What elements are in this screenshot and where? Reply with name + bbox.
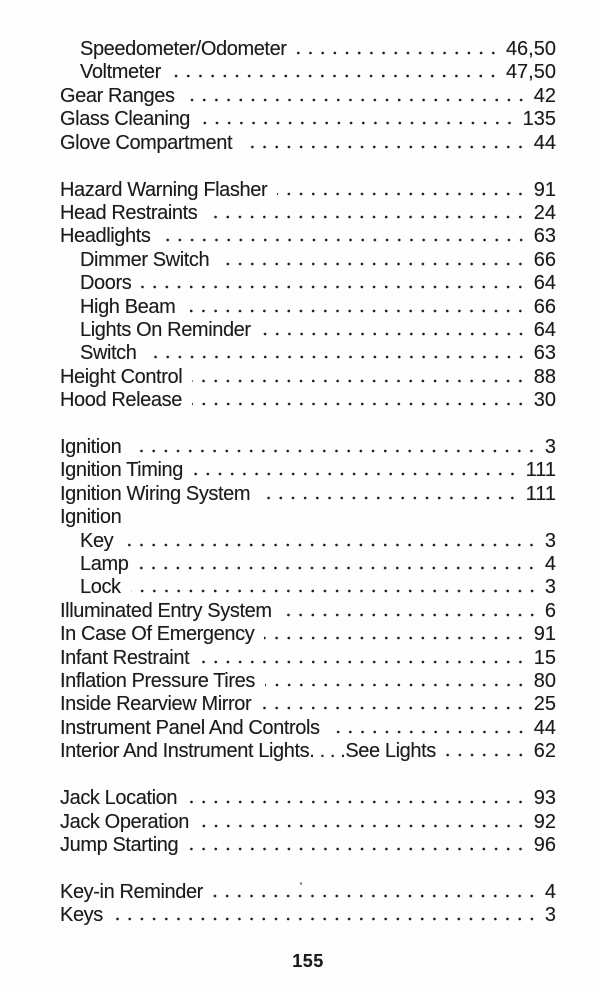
index-entry	[60, 787, 556, 810]
entry-label: Glass Cleaning	[60, 108, 191, 131]
entry-label: Jack Operation	[60, 810, 189, 833]
dot-leader	[193, 472, 519, 476]
entry-page-number: 44	[533, 716, 556, 739]
entry-label: Hazard Warning Flasher	[60, 178, 268, 201]
entry-label: In Case Of Emergency	[60, 623, 255, 646]
entry-label: Inflation Pressure Tires	[60, 669, 255, 692]
dot-leader	[199, 660, 527, 664]
index-entry	[60, 202, 556, 225]
index-entry	[60, 459, 556, 482]
dot-leader	[131, 589, 538, 593]
entry-page-number: 6	[544, 599, 556, 622]
dot-leader	[261, 706, 527, 710]
entry-label: Jump Starting	[60, 833, 179, 856]
index-entry	[60, 366, 556, 389]
index-entry	[60, 249, 556, 272]
index-group	[60, 436, 556, 763]
entry-page-number: 92	[533, 810, 556, 833]
dot-leader	[188, 847, 527, 851]
entry-page-number: 111	[525, 482, 556, 505]
entry-page-number: 91	[533, 178, 556, 201]
entry-page-number: 64	[533, 272, 556, 295]
entry-label: Key	[80, 529, 114, 552]
entry-label: Jack Location	[60, 787, 178, 810]
entry-page-number: 63	[533, 342, 556, 365]
entry-page-number: 111	[525, 459, 556, 482]
entry-page-number: 44	[533, 131, 556, 154]
entry-page-number: 93	[533, 787, 556, 810]
entry-label: Head Restraints	[60, 201, 198, 224]
entry-label: Instrument Panel And Controls	[60, 716, 320, 739]
entry-page-number: 42	[533, 84, 556, 107]
entry-label: Dimmer Switch	[80, 248, 210, 271]
entry-page-number: 3	[544, 436, 556, 459]
dot-leader	[113, 917, 538, 921]
dot-leader	[261, 332, 527, 336]
dot-leader	[187, 800, 527, 804]
entry-label: Switch	[80, 342, 137, 365]
entry-page-number: 88	[533, 365, 556, 388]
dot-leader	[147, 355, 527, 359]
index-entry	[60, 225, 556, 248]
entry-label: Doors	[80, 272, 132, 295]
entry-label: Ignition	[60, 506, 122, 529]
dot-leader	[446, 753, 527, 757]
entry-label: Height Control	[60, 365, 183, 388]
index-entry	[60, 670, 556, 693]
index-entry	[60, 342, 556, 365]
entry-label: Key-in Reminder	[60, 880, 203, 903]
dot-leader	[277, 192, 527, 196]
entry-page-number: 4	[544, 880, 556, 903]
entry-page-number: 3	[544, 529, 556, 552]
index-entry	[60, 506, 556, 529]
index-entry	[60, 436, 556, 459]
index-entry	[60, 811, 556, 834]
index-entry	[60, 623, 556, 646]
index-entry	[60, 272, 556, 295]
entry-label: Illuminated Entry System	[60, 599, 272, 622]
dot-leader	[264, 636, 526, 640]
dot-leader	[199, 824, 527, 828]
entry-label: Lights On Reminder	[80, 318, 251, 341]
entry-label: Gear Ranges	[60, 84, 175, 107]
index-entry	[60, 296, 556, 319]
index-group	[60, 881, 556, 928]
entry-page-number: 66	[533, 248, 556, 271]
scan-speck	[300, 882, 302, 885]
entry-label: Speedometer/Odometer	[80, 38, 287, 60]
entry-label: Lamp	[80, 553, 129, 575]
dot-leader	[200, 121, 516, 125]
index-entry	[60, 38, 556, 61]
dot-leader	[185, 309, 526, 313]
dot-leader	[192, 379, 527, 383]
entry-label: Headlights	[60, 225, 151, 248]
page-footer-number: 155	[292, 950, 324, 971]
entry-page-number: 135	[522, 108, 556, 131]
dot-leader	[131, 449, 538, 453]
entry-label: High Beam	[80, 295, 176, 318]
entry-page-number: 66	[533, 295, 556, 318]
entry-page-number: 4	[544, 553, 556, 575]
index-entry	[60, 647, 556, 670]
entry-page-number: 46,50	[505, 38, 556, 60]
entry-label: Interior And Instrument Lights. . . .See Lights	[60, 740, 436, 763]
entry-page-number: 62	[533, 740, 556, 763]
dot-leader	[330, 730, 527, 734]
index-entry	[60, 61, 556, 84]
entry-label: Ignition	[60, 436, 122, 459]
dot-leader	[242, 145, 527, 149]
entry-label: Keys	[60, 904, 103, 927]
dot-leader	[192, 402, 527, 406]
index-entry	[60, 740, 556, 763]
dot-leader	[260, 496, 518, 500]
index-entry	[60, 132, 556, 155]
index-group	[60, 38, 556, 155]
entry-label: Glove Compartment	[60, 131, 233, 154]
entry-page-number: 30	[533, 389, 556, 412]
entry-label: Ignition Timing	[60, 459, 183, 482]
index-entry	[60, 717, 556, 740]
index-entry	[60, 108, 556, 131]
entry-page-number: 64	[533, 318, 556, 341]
dot-leader	[138, 566, 537, 570]
index-entry	[60, 179, 556, 202]
entry-page-number: 24	[533, 201, 556, 224]
index-entry	[60, 319, 556, 342]
dot-leader	[207, 215, 526, 219]
dot-leader	[297, 51, 499, 55]
entry-label: Hood Release	[60, 389, 182, 412]
entry-page-number: 3	[544, 904, 556, 927]
index-entry	[60, 600, 556, 623]
index-group	[60, 787, 556, 857]
dot-leader	[265, 683, 527, 687]
index-entry	[60, 693, 556, 716]
index-entry	[60, 483, 556, 506]
entry-label: Inside Rearview Mirror	[60, 693, 252, 716]
entry-page-number: 3	[544, 576, 556, 599]
entry-label: Ignition Wiring System	[60, 482, 251, 505]
index-entry	[60, 530, 556, 553]
index-entry	[60, 904, 556, 927]
dot-leader	[213, 894, 538, 898]
entry-page-number: 80	[533, 669, 556, 692]
entry-label: Lock	[80, 576, 121, 599]
dot-leader	[185, 98, 527, 102]
index-group	[60, 179, 556, 413]
entry-page-number: 47,50	[505, 61, 556, 84]
dot-leader	[219, 262, 526, 266]
entry-label: Voltmeter	[80, 61, 161, 84]
index-entry	[60, 576, 556, 599]
dot-leader	[123, 543, 538, 547]
entry-label: Infant Restraint	[60, 646, 190, 669]
entry-page-number: 91	[533, 623, 556, 646]
dot-leader	[171, 74, 499, 78]
entry-page-number: 96	[533, 833, 556, 856]
index-entry	[60, 553, 556, 576]
entry-page-number: 63	[533, 225, 556, 248]
index-entry	[60, 834, 556, 857]
dot-leader	[141, 285, 526, 289]
entry-page-number: 15	[533, 646, 556, 669]
dot-leader	[282, 613, 538, 617]
entry-page-number: 25	[533, 693, 556, 716]
index-entry	[60, 389, 556, 412]
dot-leader	[161, 238, 527, 242]
index-entry	[60, 85, 556, 108]
index-entry	[60, 881, 556, 904]
